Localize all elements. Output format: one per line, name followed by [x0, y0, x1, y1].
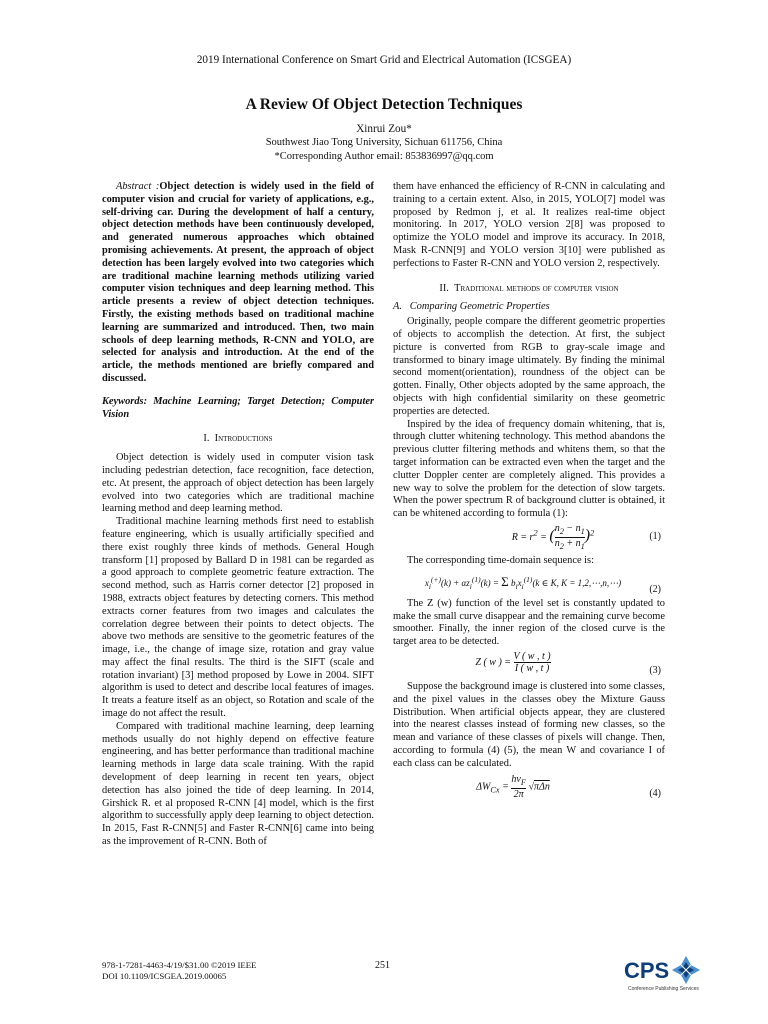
footer-isbn: 978-1-7281-4463-4/19/$31.00 ©2019 IEEE	[102, 960, 257, 970]
equation-3-number: (3)	[649, 664, 661, 676]
subsection-number: A.	[393, 301, 402, 313]
section-number: II.	[439, 282, 449, 294]
footer-doi: DOI 10.1109/ICSGEA.2019.00065	[102, 971, 227, 981]
page-number: 251	[375, 960, 390, 971]
equation-3-formula: Z ( w ) = $\frac{V ( w , t )}{I ( w , t )}$	[475, 650, 551, 674]
right-column	[393, 181, 665, 804]
equation-1-formula: $R = r^2$ = ( $\frac{n_2 - n_1}{n_2 + n_1}$ )$^2$	[511, 522, 595, 551]
section-number: I.	[203, 433, 210, 445]
body-paragraph-5: Suppose the background image is clustered into some classes, and the pixel values in the classes obey the Mixture Gauss Distribution. When artificial objects appear, they are clustered into the nearest classes instead of forming new classes, so the mean and variance of these classes of pixels will change. Then, according to formula (4) (5), the mean W and covariance I of each class can be calculated.	[393, 680, 665, 769]
equation-1	[393, 521, 665, 555]
body-paragraph-1: Originally, people compare the different geometric properties of objects to accomplish the detection. At first, the subject picture is converted from RGB to gray-scale image and transformed to binary image ultimately. By finding the minimal second moment(orientation), roundness of the object can be gotten. Finally, Other objects adopted by the same approach, the objects with high confidential similarity on these geometric properties are detected.	[393, 316, 665, 417]
body-paragraph-4: The Z (w) function of the level set is constantly updated to make the small curve disappear and the remaining curve become smoother. Finally, the inner region of the closed curve is the target area to be detected.	[393, 597, 665, 648]
intro-paragraph-2: Traditional machine learning methods first need to establish feature engineering, which is usually artificially specified and there exist roughly three kinds of methods. General Hough transform [1] proposed by Ballard D in 1981 can be regarded as a good approach to complete geometric feature extraction. The second method, such as Harris corner detector [2] proposed in 1988, extracts object features by detecting corners. This method extracts corner features from two images and calculates the correlation degree between their points to detect objects. The above two methods are sensitive to the geometric features of the image, i.e., the change of image size, rotation and gray value may affect the final results. The third is the SIFT (scale and rotation invariant) [3] method proposed by Lowe in 2004. SIFT algorithm is used to detect and describe local features of images. It treats a feature itself as an object, so Rotation and scale of the image do not affect the result.	[102, 516, 374, 720]
equation-2-formula: $x_i^{(+)}(k) + \alpha z_i^{(1)}(k) = \Sigma$ $b_ix_i^{(1)}(k$ ∈ K, K = 1,2,⋯,n,⋯)	[424, 573, 622, 591]
left-column	[102, 181, 374, 849]
equation-3	[393, 649, 665, 681]
section-title: Traditional methods of computer vision	[454, 282, 619, 294]
author-name: Xinrui Zou*	[356, 123, 412, 135]
intro-paragraph-1: Object detection is widely used in computer vision task including pedestrian detection, face recognition, face detection, etc. At present, the approach of object detection has been largely evolved into two categories which are traditional machine learning method and deep learning method.	[102, 452, 374, 515]
intro-continuation: them have enhanced the efficiency of R-CNN in calculating and training to a certain extent. Also, in 2015, YOLO[7] model was proposed by Redmon j, et al. It realizes real-time object monitoring. In 2017, YOLO version 2[8] was proposed to optimize the YOLO model and improve its accuracy. In 2018, Mask R-CNN[9] and YOLO version 3[10] were published as perfections to Faster R-CNN and YOLO version 2, respectively.	[393, 181, 665, 269]
subsection-heading	[393, 301, 665, 314]
body-paragraph-3: The corresponding time-domain sequence is:	[407, 554, 594, 566]
equation-4-number: (4)	[649, 788, 661, 800]
abstract-label: Abstract :	[116, 181, 160, 192]
paper-title: A Review Of Object Detection Techniques	[245, 96, 523, 113]
abstract	[102, 181, 374, 386]
keywords: Keywords: Machine Learning; Target Detection; Computer Vision	[102, 395, 374, 420]
author-email: *Corresponding Author email: 853836997@qq.com	[274, 151, 494, 162]
author-affiliation: Southwest Jiao Tong University, Sichuan 611756, China	[265, 137, 503, 148]
equation-4	[393, 770, 665, 804]
section-heading-traditional	[393, 283, 665, 296]
cps-logo	[622, 950, 702, 994]
subsection-title: Comparing Geometric Properties	[409, 301, 550, 313]
body-paragraph-2: Inspired by the idea of frequency domain whitening, that is, through clutter whitening technology. This method abandons the previous clutter filtering methods and whitens them, so that the target information can be extracted even when the target and the clutter Doppler center are completely aligned. This provides a new way to solve the problem for the detection of slow targets. When the power spectrum R of background clutter is obtained, it can be whitened according to formula (1):	[393, 418, 665, 520]
section-heading-introductions	[102, 433, 374, 446]
cps-logo-subtitle: Conference Publishing Services	[628, 986, 699, 992]
abstract-text: Object detection is widely used in the field of computer vision and crucial for variety of applications, e.g., self-driving car. During the development of half a century, object detection methods have been continuously developed, and generated numerous approaches which obtained promising achievements. At present, the approach of object detection has been largely evolved into two categories which are traditional machine learning methods utilizing varied computer vision techniques and deep learning method. This article presents a review of object detection techniques. Firstly, the existing methods based on traditional machine learning are summarized and introduced. Then, two main schools of deep learning methods, R-CNN and YOLO, are selected for analysis and introduction. At the end of the article, the methods mentioned are briefly compared and discussed.	[102, 181, 374, 384]
section-title: Introductions	[214, 433, 273, 445]
cps-logo-icon	[622, 950, 702, 994]
equation-1-number: (1)	[649, 530, 661, 542]
intro-paragraph-3: Compared with traditional machine learning, deep learning methods usually do not highly depend on effective feature engineering, and has better performance than traditional machine learning methods in large data scale training. With the rapid development of deep learning in recent ten years, object detection has also joined the tide of deep learning. In 2014, Girshick R. et al proposed R-CNN [4] model, which is the first algorithm to successfully apply deep learning to object detection. In 2015, Fast R-CNN[5] and Faster R-CNN[6] came into being as the improvement of R-CNN. Both of	[102, 720, 374, 848]
conference-header: 2019 International Conference on Smart Grid and Electrical Automation (ICSGEA)	[196, 54, 572, 66]
equation-2-number: (2)	[649, 583, 661, 595]
equation-4-formula: $\Delta W_{Cx}$ = $\frac{hv_F}{2\pi}$ √πΔn	[476, 774, 550, 801]
cps-logo-text: CPS	[624, 958, 670, 983]
equation-2	[393, 568, 665, 598]
